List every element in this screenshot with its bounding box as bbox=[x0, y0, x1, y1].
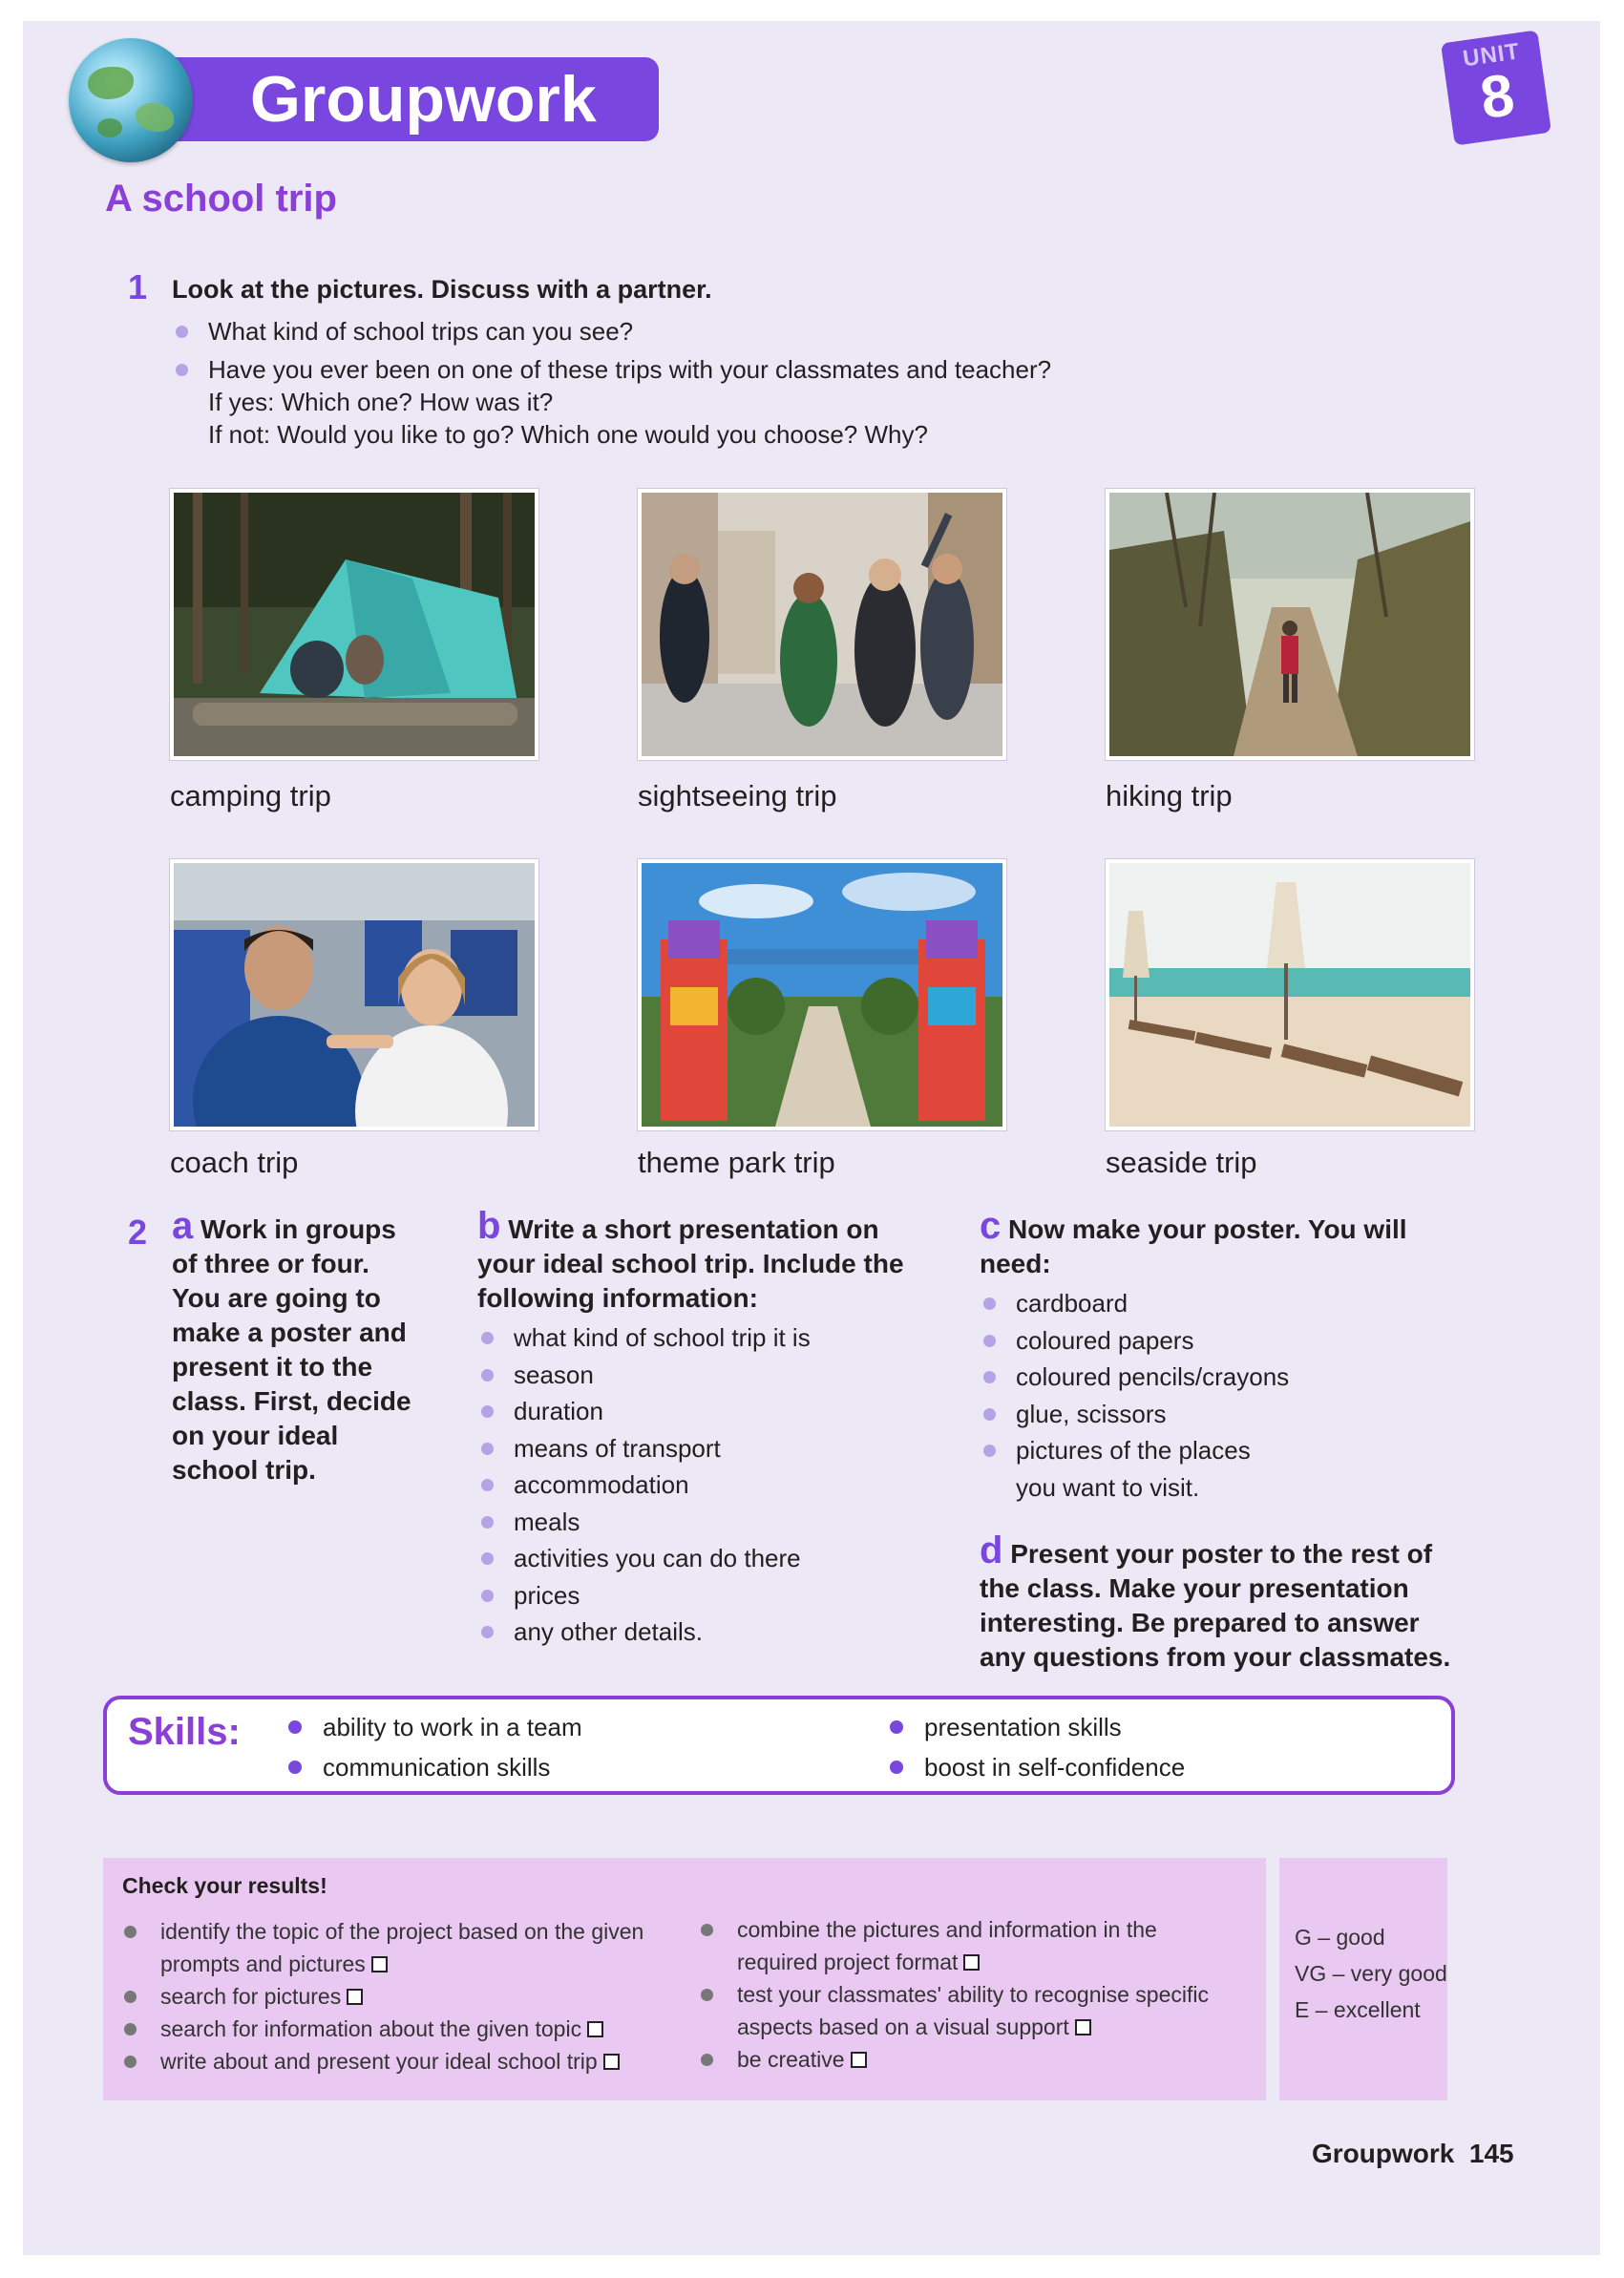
sightseeing-trip-photo bbox=[638, 489, 1006, 760]
task-2a-letter: a bbox=[172, 1205, 194, 1247]
photo-caption-sightseeing: sightseeing trip bbox=[638, 779, 837, 812]
task-2b-item: season bbox=[477, 1357, 964, 1394]
task-2d-line: Present your poster to the rest of bbox=[1010, 1539, 1433, 1569]
camping-trip-photo bbox=[170, 489, 538, 760]
check-item: be creative bbox=[699, 2043, 1253, 2076]
task-2b-item: duration bbox=[477, 1393, 964, 1430]
grade-key-item: G – good bbox=[1295, 1925, 1385, 1950]
coach-trip-photo bbox=[170, 859, 538, 1130]
page-footer bbox=[1312, 2139, 1514, 2169]
photo-caption-hiking: hiking trip bbox=[1106, 779, 1233, 812]
photo-caption-seaside: seaside trip bbox=[1106, 1146, 1257, 1179]
task-2b-item: means of transport bbox=[477, 1430, 964, 1467]
task-2a-line: class. First, decide bbox=[172, 1386, 411, 1416]
skills-box bbox=[103, 1696, 1455, 1795]
task-2-number: 2 bbox=[128, 1213, 148, 1252]
task-2a-line: make a poster and bbox=[172, 1318, 407, 1347]
check-title: Check your results! bbox=[122, 1873, 327, 1898]
footer-section: Groupwork bbox=[1312, 2139, 1455, 2168]
check-item: identify the topic of the project based on the given prompts and pictures bbox=[122, 1915, 695, 1980]
task-2c-item: cardboard bbox=[980, 1285, 1476, 1322]
photo-caption-coach: coach trip bbox=[170, 1146, 299, 1179]
checkbox-icon[interactable] bbox=[371, 1956, 388, 1972]
skill-item: ability to work in a team bbox=[286, 1713, 582, 1742]
skill-item: communication skills bbox=[286, 1753, 550, 1782]
task-2b-line: following information: bbox=[477, 1283, 758, 1313]
skill-item: boost in self-confidence bbox=[888, 1753, 1185, 1782]
task-2b bbox=[477, 1205, 964, 1651]
check-item: test your classmates' ability to recognise specific aspects based on a visual support bbox=[699, 1978, 1253, 2043]
page-number: 145 bbox=[1468, 2139, 1514, 2168]
task-2c-item: coloured pencils/crayons bbox=[980, 1359, 1476, 1396]
task-2a-line: present it to the bbox=[172, 1352, 373, 1382]
task-2b-item: prices bbox=[477, 1577, 964, 1614]
check-item: combine the pictures and information in the required project format bbox=[699, 1913, 1253, 1978]
skill-item: presentation skills bbox=[888, 1713, 1122, 1742]
task-1-instruction: Look at the pictures. Discuss with a partner. bbox=[172, 275, 712, 304]
task-2c-continuation: you want to visit. bbox=[1016, 1472, 1200, 1502]
checkbox-icon[interactable] bbox=[1075, 2019, 1091, 2035]
check-results-box bbox=[103, 1858, 1266, 2100]
hiking-trip-photo bbox=[1106, 489, 1474, 760]
unit-label: UNIT bbox=[1461, 38, 1522, 73]
check-item: search for information about the given topic bbox=[122, 2013, 695, 2045]
task-1-bullet: Have you ever been on one of these trips with your classmates and teacher? bbox=[172, 353, 1413, 386]
task-2c bbox=[980, 1205, 1476, 1506]
task-1-bullet: What kind of school trips can you see? bbox=[172, 315, 1413, 348]
task-1-number: 1 bbox=[128, 267, 148, 306]
task-2a-line: school trip. bbox=[172, 1455, 316, 1485]
task-2c-line: need: bbox=[980, 1249, 1051, 1278]
task-2c-item: coloured papers bbox=[980, 1322, 1476, 1360]
task-2c-item: pictures of the places bbox=[980, 1432, 1476, 1469]
checkbox-icon[interactable] bbox=[851, 2052, 867, 2068]
photo-caption-theme-park: theme park trip bbox=[638, 1146, 835, 1179]
photo-caption-camping: camping trip bbox=[170, 779, 331, 812]
check-left-list bbox=[122, 1915, 695, 2078]
section-subtitle: A school trip bbox=[105, 178, 337, 220]
task-2d-line: interesting. Be prepared to answer bbox=[980, 1608, 1420, 1637]
check-right-list bbox=[699, 1913, 1253, 2076]
title-banner bbox=[143, 57, 659, 141]
page-title: Groupwork bbox=[250, 63, 597, 136]
task-2c-item: glue, scissors bbox=[980, 1396, 1476, 1433]
task-1-followup: If yes: Which one? How was it? bbox=[208, 388, 554, 416]
task-2b-item: what kind of school trip it is bbox=[477, 1319, 964, 1357]
checkbox-icon[interactable] bbox=[587, 2021, 603, 2037]
check-item: write about and present your ideal school trip bbox=[122, 2045, 695, 2078]
theme-park-trip-photo bbox=[638, 859, 1006, 1130]
checkbox-icon[interactable] bbox=[603, 2054, 620, 2070]
task-1-bullets bbox=[172, 315, 1413, 451]
task-2a-line: of three or four. bbox=[172, 1249, 369, 1278]
task-2b-letter: b bbox=[477, 1205, 501, 1247]
grade-key-box bbox=[1279, 1858, 1447, 2100]
checkbox-icon[interactable] bbox=[963, 1954, 980, 1971]
task-2b-item: meals bbox=[477, 1504, 964, 1541]
task-2a-line: on your ideal bbox=[172, 1421, 339, 1450]
seaside-trip-photo bbox=[1106, 859, 1474, 1130]
task-1-followup: If not: Would you like to go? Which one would you choose? Why? bbox=[208, 420, 928, 449]
task-2d-letter: d bbox=[980, 1529, 1003, 1571]
task-2d-line: any questions from your classmates. bbox=[980, 1642, 1451, 1672]
task-2b-item: any other details. bbox=[477, 1614, 964, 1651]
task-2d bbox=[980, 1529, 1476, 1675]
grade-key-item: VG – very good bbox=[1295, 1961, 1447, 1986]
task-2b-line: your ideal school trip. Include the bbox=[477, 1249, 904, 1278]
check-item: search for pictures bbox=[122, 1980, 695, 2013]
checkbox-icon[interactable] bbox=[347, 1989, 363, 2005]
skills-label: Skills: bbox=[128, 1711, 241, 1753]
unit-badge bbox=[1441, 30, 1551, 145]
task-2c-line: Now make your poster. You will bbox=[1008, 1214, 1407, 1244]
task-2c-letter: c bbox=[980, 1205, 1002, 1247]
task-2d-line: the class. Make your presentation bbox=[980, 1573, 1409, 1603]
task-2a bbox=[172, 1205, 449, 1487]
task-2b-item: accommodation bbox=[477, 1466, 964, 1504]
unit-number: 8 bbox=[1476, 61, 1519, 132]
task-2b-line: Write a short presentation on bbox=[508, 1214, 879, 1244]
task-2b-item: activities you can do there bbox=[477, 1540, 964, 1577]
task-2a-line: Work in groups bbox=[200, 1214, 396, 1244]
globe-icon bbox=[69, 38, 193, 162]
task-2a-line: You are going to bbox=[172, 1283, 381, 1313]
grade-key-item: E – excellent bbox=[1295, 1997, 1421, 2022]
